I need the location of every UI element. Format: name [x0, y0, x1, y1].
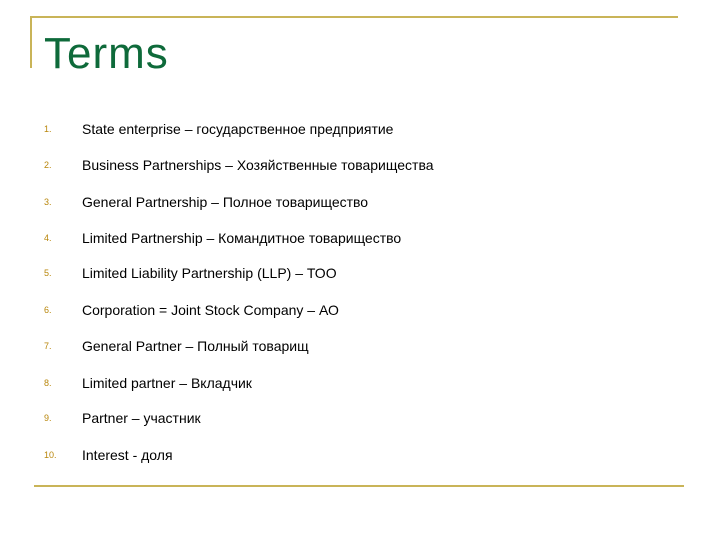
list-item-text: General Partner – Полный товарищ — [82, 338, 309, 354]
list-item — [0, 223, 700, 253]
list-item-text: General Partnership – Полное товарищество — [82, 194, 369, 210]
list-item-text: Business Partnerships – Хозяйственные товарищества — [82, 157, 434, 173]
list-item-text: Corporation = Joint Stock Company – АО — [82, 302, 339, 318]
list-item-number: 10. — [44, 450, 57, 460]
list-item-text: Interest - доля — [82, 447, 173, 463]
list-item-text: Limited Liability Partnership (LLP) – ТОО — [82, 265, 337, 281]
list-item — [0, 150, 700, 180]
list-item-text: Limited Partnership – Командитное товарищество — [82, 230, 402, 246]
list-item-number: 5. — [44, 268, 52, 278]
list-item — [0, 331, 700, 361]
list-item-number: 9. — [44, 413, 52, 423]
list-item — [0, 403, 700, 433]
list-item — [0, 440, 700, 470]
list-item — [0, 295, 700, 325]
list-item — [0, 368, 700, 398]
list-item — [0, 114, 700, 144]
list-item-number: 1. — [44, 124, 52, 134]
list-item-number: 7. — [44, 341, 52, 351]
list-item-text: Limited partner – Вкладчик — [82, 375, 252, 391]
list-item-text: Partner – участник — [82, 410, 201, 426]
left-rule — [30, 16, 32, 68]
list-item-number: 3. — [44, 197, 52, 207]
list-item-number: 4. — [44, 233, 52, 243]
bottom-rule — [34, 485, 684, 487]
list-item-text: State enterprise – государственное предприятие — [82, 121, 394, 137]
list-item-number: 8. — [44, 378, 52, 388]
slide-title: Terms — [44, 29, 169, 78]
list-item — [0, 258, 700, 288]
list-item-number: 2. — [44, 160, 52, 170]
list-item — [0, 187, 700, 217]
top-rule — [30, 16, 678, 18]
list-item-number: 6. — [44, 305, 52, 315]
